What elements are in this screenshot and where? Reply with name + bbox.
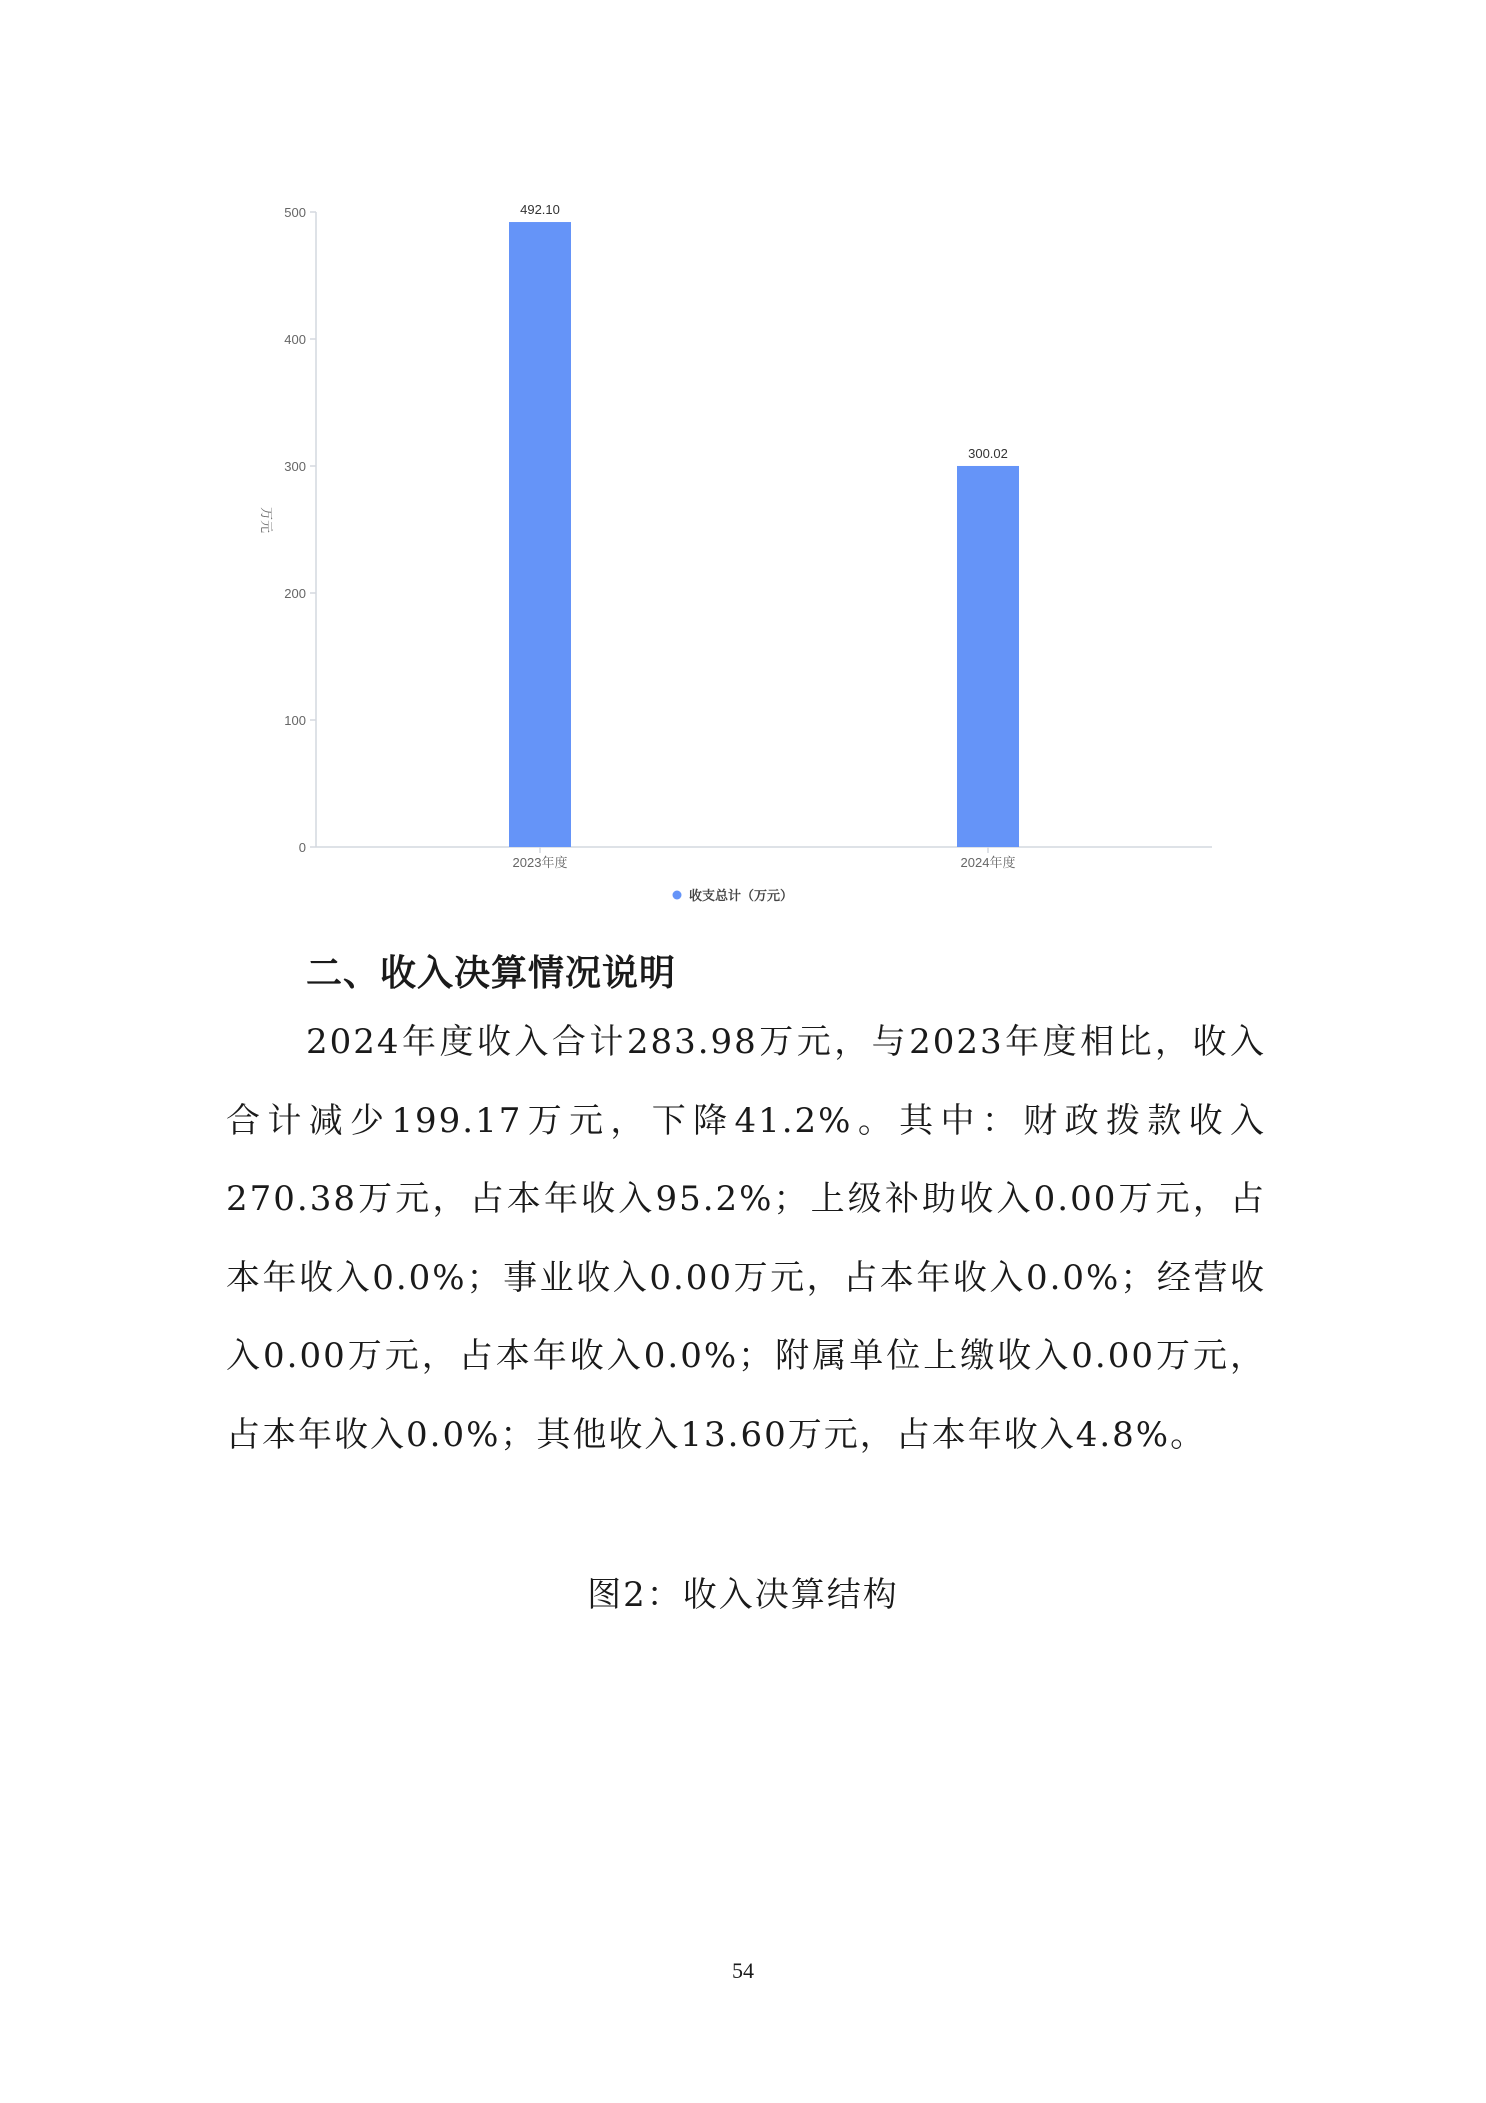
y-tick-label: 200 bbox=[284, 586, 306, 601]
y-tick-label: 300 bbox=[284, 459, 306, 474]
x-tick-label: 2024年度 bbox=[960, 855, 1016, 870]
x-tick-label: 2023年度 bbox=[512, 855, 568, 870]
figure-caption: 图2：收入决算结构 bbox=[587, 1575, 899, 1615]
y-tick-label: 100 bbox=[284, 713, 306, 728]
y-axis-title: 万元 bbox=[259, 506, 274, 534]
section-heading: 二、收入决算情况说明 bbox=[306, 953, 677, 994]
y-tick-label: 0 bbox=[298, 840, 306, 855]
bar bbox=[509, 222, 571, 847]
chart-legend bbox=[673, 888, 794, 903]
page-number: 54 bbox=[732, 1958, 754, 1983]
bar-value-label: 300.02 bbox=[968, 445, 1008, 461]
x-axis-labels bbox=[513, 847, 1016, 870]
y-tick-label: 500 bbox=[284, 205, 306, 220]
legend-marker bbox=[673, 891, 682, 900]
y-tick-label: 400 bbox=[284, 332, 306, 347]
income-description-paragraph: 2024年度收入合计283.98万元，与2023年度相比，收入合计减少199.17万元，下降41.2%。其中：财政拨款收入270.38万元，占本年收入95.2%；上级补助收入0.00万元，占本年收入0.0%；事业收入0.00万元，占本年收入0.0%；经营收入0.00万元，占本年收入0.0%；附属单位上缴收入0.00万元，占本年收入0.0%；其他收入13.60万元，占本年收入4.8%。 bbox=[226, 1022, 1266, 1455]
legend-label: 收支总计（万元） bbox=[689, 888, 794, 903]
y-axis-ticks bbox=[284, 205, 316, 855]
bar-value-label: 492.10 bbox=[520, 202, 560, 218]
bar bbox=[957, 466, 1019, 847]
bar-data-labels bbox=[520, 202, 1008, 461]
bar-series bbox=[509, 222, 1019, 847]
income-expense-bar-chart bbox=[0, 0, 1486, 920]
